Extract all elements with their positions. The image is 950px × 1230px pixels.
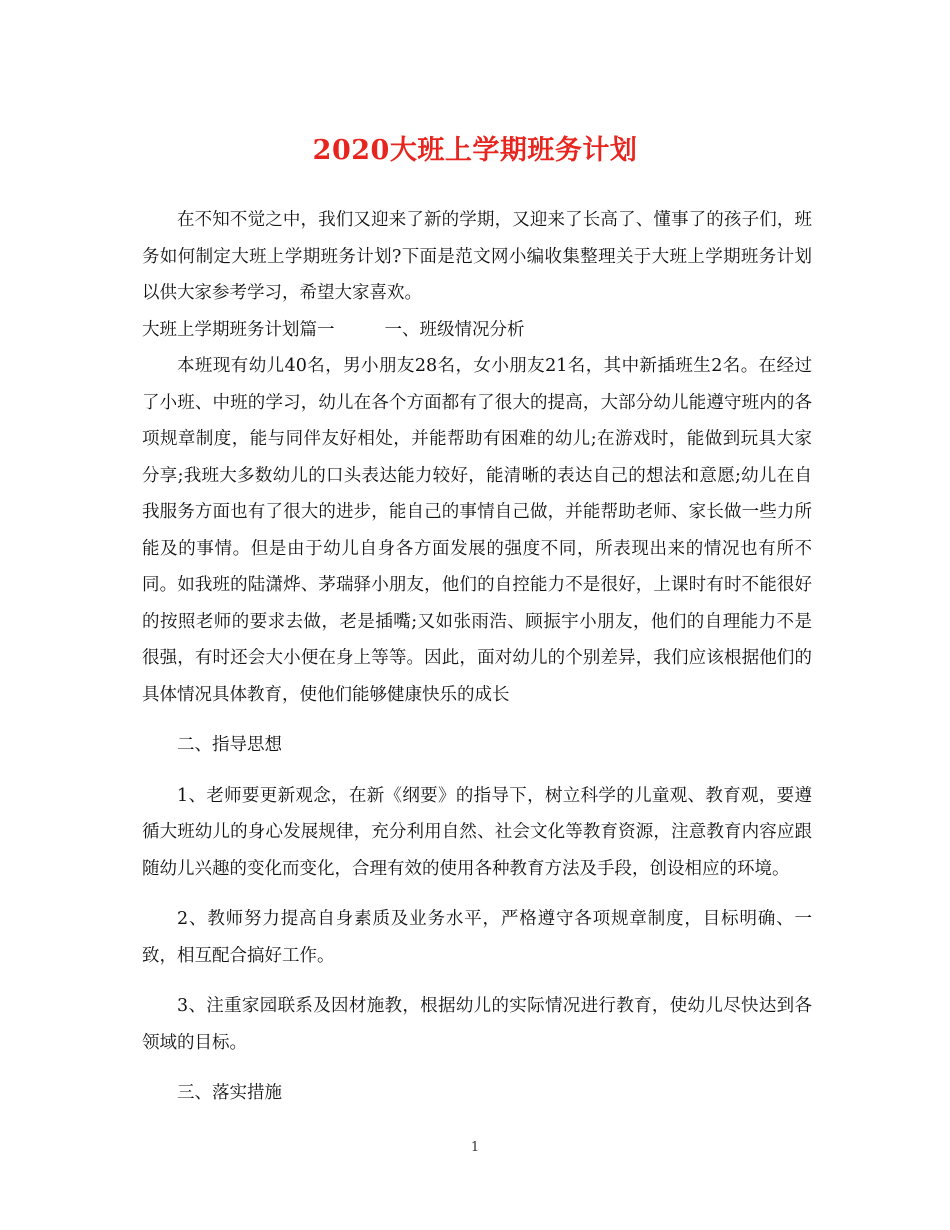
intro-paragraph: 在不知不觉之中，我们又迎来了新的学期，又迎来了长高了、懂事了的孩子们，班务如何制定大班上学期班务计划?下面是范文网小编收集整理关于大班上学期班务计划以供大家参考学习，希望大家喜欢。 bbox=[142, 210, 812, 303]
section-heading-line bbox=[142, 312, 812, 349]
document-title: 2020大班上学期班务计划 bbox=[312, 135, 638, 166]
section-heading-right: 一、班级情况分析 bbox=[384, 319, 525, 340]
guiding-item-2: 2、教师努力提高自身素质及业务水平，严格遵守各项规章制度，目标明确、一致，相互配合搞好工作。 bbox=[142, 909, 812, 966]
guiding-ideas-heading: 二、指导思想 bbox=[177, 735, 282, 755]
document-body bbox=[142, 202, 812, 1112]
guiding-item-1: 1、老师要更新观念，在新《纲要》的指导下，树立科学的儿童观、教育观，要遵循大班幼儿的身心发展规律，充分利用自然、社会文化等教育资源，注意教育内容应跟随幼儿兴趣的变化而变化，合理有效的使用各种教育方法及手段，创设相应的环境。 bbox=[142, 785, 812, 879]
section-heading-left: 大班上学期班务计划篇一 bbox=[142, 319, 335, 340]
implementation-heading: 三、落实措施 bbox=[177, 1083, 282, 1103]
guiding-item-3: 3、注重家园联系及因材施教，根据幼儿的实际情况进行教育，使幼儿尽快达到各领域的目标。 bbox=[142, 996, 812, 1053]
page-number: 1 bbox=[470, 1140, 480, 1155]
class-analysis-paragraph: 本班现有幼儿40名，男小朋友28名，女小朋友21名，其中新插班生2名。在经过了小班、中班的学习，幼儿在各个方面都有了很大的提高，大部分幼儿能遵守班内的各项规章制度，能与同伴友好相处，并能帮助有困难的幼儿;在游戏时，能做到玩具大家分享;我班大多数幼儿的口头表达能力较好，能清晰的表达自己的想法和意愿;幼儿在自我服务方面也有了很大的进步，能自己的事情自己做，并能帮助老师、家长做一些力所能及的事情。但是由于幼儿自身各方面发展的强度不同，所表现出来的情况也有所不同。如我班的陆潇烨、茅瑞驿小朋友，他们的自控能力不是很好，上课时有时不能很好的按照老师的要求去做，老是插嘴;又如张雨浩、顾振宇小朋友，他们的自理能力不是很强，有时还会大小便在身上等等。因此，面对幼儿的个别差异，我们应该根据他们的具体情况具体教育，使他们能够健康快乐的成长 bbox=[142, 356, 812, 705]
